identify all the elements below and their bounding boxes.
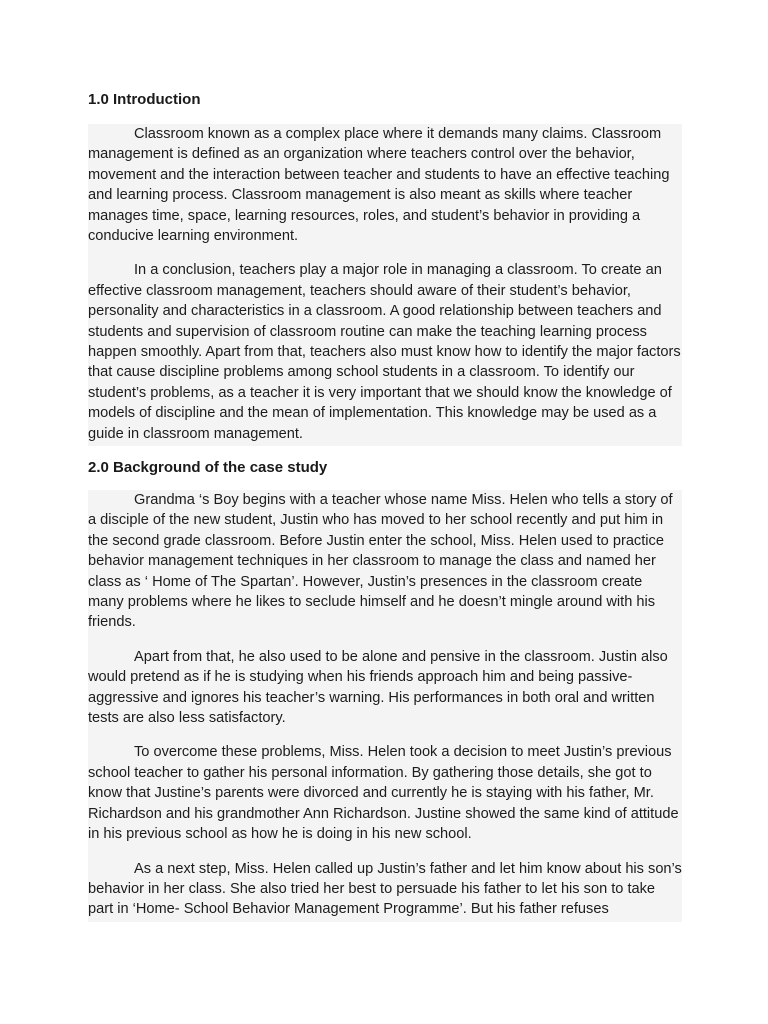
paragraph: As a next step, Miss. Helen called up Justin’s father and let him know about his son’s behavior in her class. She also tried her best to persuade his father to let his son to take part in ‘Home- School Behavior Management Programme’. But his father refuses	[88, 860, 682, 918]
introduction-body	[88, 124, 682, 446]
paragraph: To overcome these problems, Miss. Helen took a decision to meet Justin’s previous school teacher to gather his personal information. By gathering those details, she got to know that Justine’s parents were divorced and currently he is staying with his father, Mr. Richardson and his grandmother Ann Richardson. Justine showed the same kind of attitude in his previous school as how he is doing in his new school.	[88, 744, 679, 843]
section-heading-background: 2.0 Background of the case study	[88, 459, 328, 476]
background-body	[88, 490, 682, 922]
paragraph: Apart from that, he also used to be alone and pensive in the classroom. Justin also would pretend as if he is studying when his friends approach him and being passive-aggressive and ignores his teacher’s warning. His performances in both oral and written tests are also less satisfactory.	[88, 648, 668, 727]
section-heading-introduction: 1.0 Introduction	[88, 91, 201, 108]
paragraph: Classroom known as a complex place where it demands many claims. Classroom management is defined as an organization where teachers control over the behavior, movement and the interaction between teacher and students to have an effective teaching and learning process. Classroom management is also meant as skills where teacher manages time, space, learning resources, roles, and student’s behavior in providing a conducive learning environment.	[88, 126, 670, 245]
paragraph: In a conclusion, teachers play a major role in managing a classroom. To create an effective classroom management, teachers should aware of their student’s behavior, personality and characteristics in a classroom. A good relationship between teachers and students and supervision of classroom routine can make the teaching learning process happen smoothly. Apart from that, teachers also must know how to identify the major factors that cause discipline problems among school students in a classroom. To identify our student’s problems, as a teacher it is very important that we should know the knowledge of models of discipline and the mean of implementation. This knowledge may be used as a guide in classroom management.	[88, 262, 681, 442]
paragraph: Grandma ‘s Boy begins with a teacher whose name Miss. Helen who tells a story of a disciple of the new student, Justin who has moved to her school recently and put him in the second grade classroom. Before Justin enter the school, Miss. Helen used to practice behavior management techniques in her classroom to manage the class and named her class as ‘ Home of The Spartan’. However, Justin’s presences in the classroom create many problems where he likes to seclude himself and he doesn’t mingle around with his friends.	[88, 492, 673, 631]
